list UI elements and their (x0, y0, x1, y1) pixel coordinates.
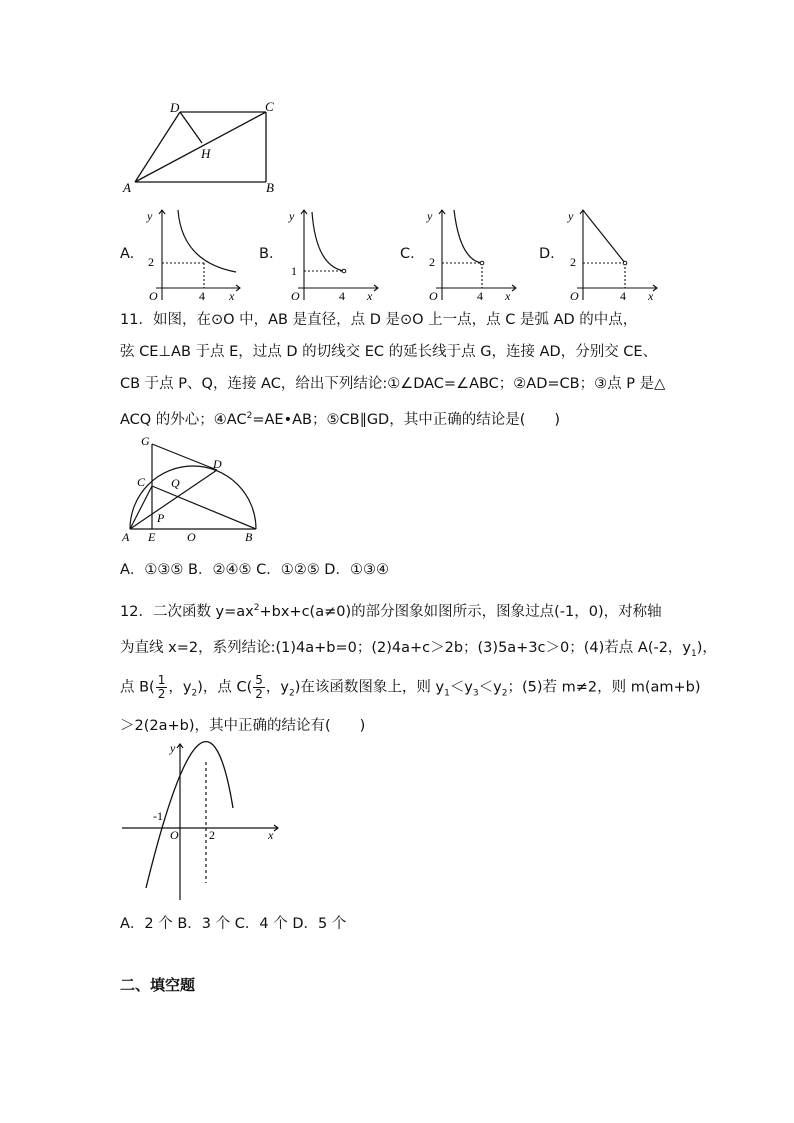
value-y: 2 (429, 255, 435, 269)
q11-line-3: CB 于点 P、Q，连接 AC，给出下列结论:①∠DAC=∠ABC；②AD=CB；③点 P 是△ (120, 376, 666, 392)
axis-x: x (505, 289, 511, 303)
option-a-label: A. (120, 246, 135, 262)
frac1-num: 1 (157, 673, 166, 687)
origin: O (429, 289, 438, 303)
sub-3: 1 (444, 688, 450, 699)
label-P: P (157, 511, 165, 525)
label-Q: Q (171, 476, 180, 490)
sub-4: 3 (472, 688, 479, 699)
axis-x: x (268, 828, 274, 842)
option-d-graph (561, 204, 666, 304)
q11-circle-figure (115, 432, 265, 544)
value-x: 4 (339, 289, 345, 303)
label-B: B (245, 530, 253, 544)
frac1-den: 2 (157, 687, 166, 701)
q11-line-4-b: =AE•AB；⑤CB∥GD，其中正确的结论是( ) (252, 411, 561, 428)
q12-line-1 (120, 598, 662, 622)
q12-parabola-figure (118, 738, 283, 903)
q12-line-3-h: ；(5)若 m≠2，则 m(am+b) (507, 679, 701, 696)
q11-line-4 (120, 406, 560, 430)
axis-y: y (147, 209, 153, 223)
q12-line-3-c: )，点 C( (197, 679, 253, 696)
label-neg1: -1 (153, 809, 163, 823)
q12-answers: A．2 个 B．3 个 C．4 个 D．5 个 (120, 916, 347, 932)
axis-y: y (289, 209, 295, 223)
frac2-num: 5 (255, 673, 263, 687)
axis-x: x (367, 289, 373, 303)
fraction-one-half (156, 674, 168, 701)
q12-line-3-b: ，y (168, 679, 192, 696)
origin: O (149, 289, 158, 303)
label-D: D (213, 457, 222, 471)
sub-1: 2 (191, 688, 198, 699)
q11-answers: A．①③⑤ B．②④⑤ C．①②⑤ D．①③④ (120, 562, 389, 578)
fraction-five-halves (253, 674, 265, 701)
value-x: 4 (477, 289, 483, 303)
q11-line-1: 11．如图，在⊙O 中，AB 是直径，点 D 是⊙O 上一点，点 C 是弧 AD 的中点， (120, 312, 638, 328)
origin: O (291, 289, 300, 303)
label-C: C (265, 99, 274, 114)
q12-line-4: ＞2(2a+b)，其中正确的结论有( ) (120, 718, 366, 734)
option-c-graph (420, 204, 525, 304)
q12-line-2-a: 为直线 x=2，系列结论:(1)4a+b=0；(2)4a+c＞2b；(3)5a+3c＞0；(4)若点 A(-2，y (120, 640, 692, 656)
q12-line-2-end: )， (696, 640, 717, 656)
q12-line-3-a: 点 B( (120, 679, 155, 696)
origin: O (570, 289, 579, 303)
option-d-label: D. (539, 246, 555, 262)
q12-line-1-a: 12．二次函数 y=ax (120, 603, 254, 620)
q12-line-2-sub: 1 (691, 648, 697, 659)
q12-line-3-g: ＜y (478, 679, 502, 696)
value-x: 4 (620, 289, 626, 303)
axis-y: y (427, 209, 433, 223)
label-C: C (137, 475, 146, 489)
value-y: 2 (148, 255, 154, 269)
label-2: 2 (209, 828, 215, 842)
label-B: B (266, 180, 274, 195)
sub-2: 2 (288, 688, 295, 699)
q11-line-4-a: ACQ 的外心；④AC (120, 411, 247, 428)
option-a-graph (140, 204, 250, 304)
label-A: A (123, 180, 131, 195)
q12-line-1-b: +bx+c(a≠0)的部分图象如图所示，图象过点(-1，0)，对称轴 (259, 603, 662, 620)
q11-line-2: 弦 CE⊥AB 于点 E，过点 D 的切线交 EC 的延长线于点 G，连接 AD，分别交 CE、 (120, 344, 658, 360)
label-A: A (122, 530, 130, 544)
q12-line-3-f: ＜y (449, 679, 473, 696)
axis-y: y (170, 741, 176, 755)
label-E: E (148, 530, 156, 544)
axis-x: x (648, 289, 654, 303)
section-heading-fill-in: 二、填空题 (120, 976, 196, 994)
option-b-label: B. (259, 246, 274, 262)
label-O: O (187, 530, 196, 544)
q12-line-3-d: ，y (265, 679, 289, 696)
origin: O (170, 828, 179, 842)
q11-sup: 2 (246, 411, 253, 421)
label-G: G (141, 434, 150, 448)
frac2-den: 2 (255, 687, 263, 701)
value-y: 1 (291, 264, 297, 278)
label-D: D (170, 100, 180, 115)
q12-line-3 (120, 674, 701, 703)
q12-line-3-e: )在该函数图象上，则 y (294, 679, 445, 696)
option-b-graph (282, 204, 387, 304)
q12-line-2 (120, 638, 717, 664)
option-c-label: C. (400, 246, 415, 262)
q12-sup: 2 (253, 603, 260, 613)
axis-y: y (568, 209, 574, 223)
value-y: 2 (570, 255, 576, 269)
label-H: H (201, 146, 211, 161)
q10-rectangle-figure (115, 96, 285, 196)
value-x: 4 (199, 289, 205, 303)
sub-5: 2 (501, 688, 508, 699)
axis-x: x (229, 289, 235, 303)
